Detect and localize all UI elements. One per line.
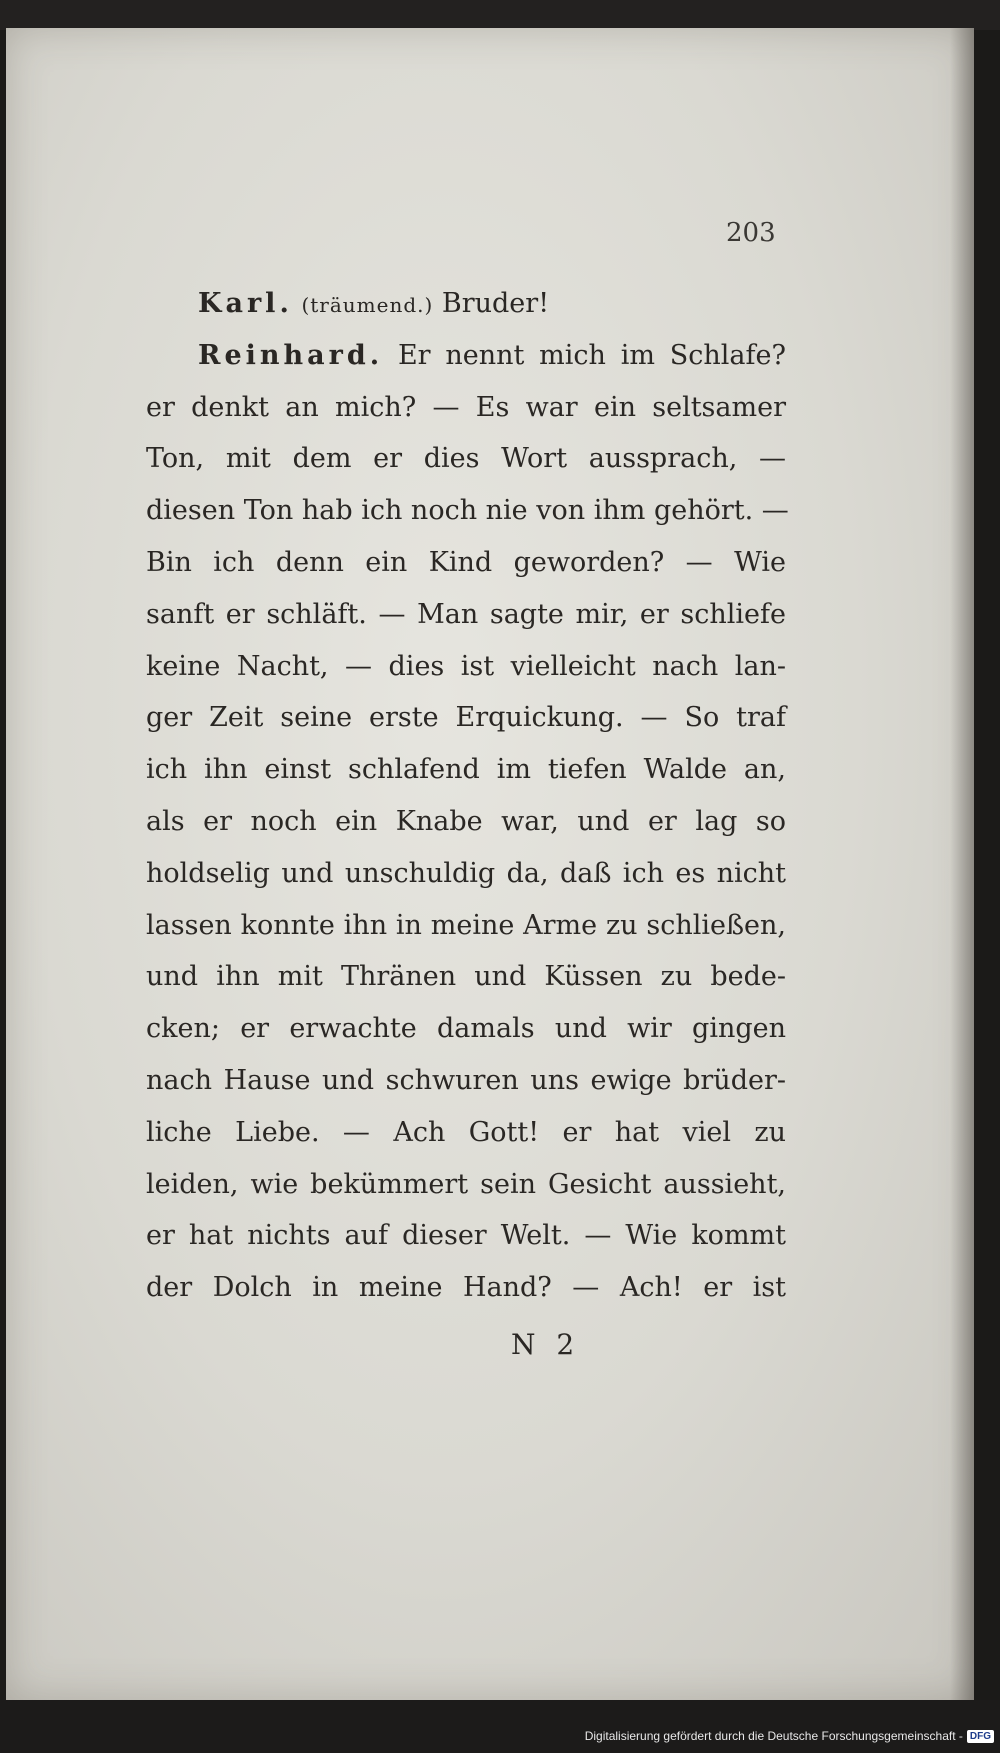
- dialogue-line-karl: [146, 278, 786, 330]
- scan-bottom-border: [0, 1700, 1000, 1753]
- speaker-reinhard: Reinhard.: [198, 339, 384, 371]
- text-line: ger Zeit seine erste Erquickung. — So traf: [146, 702, 786, 734]
- scan-top-border: [0, 0, 1000, 30]
- dialogue-text: Er nennt mich im Schlafe?: [397, 339, 786, 371]
- text-line: und ihn mit Thränen und Küssen zu bede-: [146, 961, 786, 993]
- catchword: N 2: [511, 1328, 581, 1361]
- footer-credit: [585, 1729, 994, 1743]
- dialogue-text: Bruder!: [441, 288, 550, 319]
- text-line: Bin ich denn ein Kind geworden? — Wie: [146, 546, 786, 578]
- book-page: [6, 28, 974, 1700]
- text-line: sanft er schläft. — Man sagte mir, er schliefe: [146, 598, 786, 630]
- text-line: liche Liebe. — Ach Gott! er hat viel zu: [146, 1116, 786, 1148]
- text-line: nach Hause und schwuren uns ewige brüder-: [146, 1064, 786, 1096]
- credit-text: Digitalisierung gefördert durch die Deutsche Forschungsgemeinschaft -: [584, 1729, 963, 1743]
- page-number: 203: [726, 218, 776, 248]
- text-line: der Dolch in meine Hand? — Ach! er ist: [146, 1272, 786, 1304]
- text-line: als er noch ein Knabe war, und er lag so: [146, 805, 786, 837]
- dfg-logo-icon: DFG: [967, 1730, 994, 1743]
- text-line: holdselig und unschuldig da, daß ich es nicht: [146, 857, 786, 889]
- page-text: [146, 278, 789, 1314]
- text-line: ich ihn einst schlafend im tiefen Walde an,: [146, 754, 786, 786]
- text-line: keine Nacht, — dies ist vielleicht nach lan-: [146, 650, 786, 682]
- text-line: diesen Ton hab ich noch nie von ihm gehört. —: [146, 495, 789, 527]
- text-line: Ton, mit dem er dies Wort aussprach, —: [146, 443, 786, 475]
- text-line: er hat nichts auf dieser Welt. — Wie kommt: [146, 1220, 786, 1252]
- speaker-karl: Karl.: [198, 288, 293, 319]
- stage-direction: (träumend.): [301, 293, 434, 317]
- page-edge-shadow: [950, 28, 974, 1700]
- text-line: er denkt an mich? — Es war ein seltsamer: [146, 391, 786, 423]
- text-line: cken; er erwachte damals und wir gingen: [146, 1013, 786, 1045]
- dialogue-line-reinhard: [146, 330, 786, 382]
- text-line: leiden, wie bekümmert sein Gesicht aussieht,: [146, 1168, 786, 1200]
- text-line: lassen konnte ihn in meine Arme zu schließen,: [146, 909, 786, 941]
